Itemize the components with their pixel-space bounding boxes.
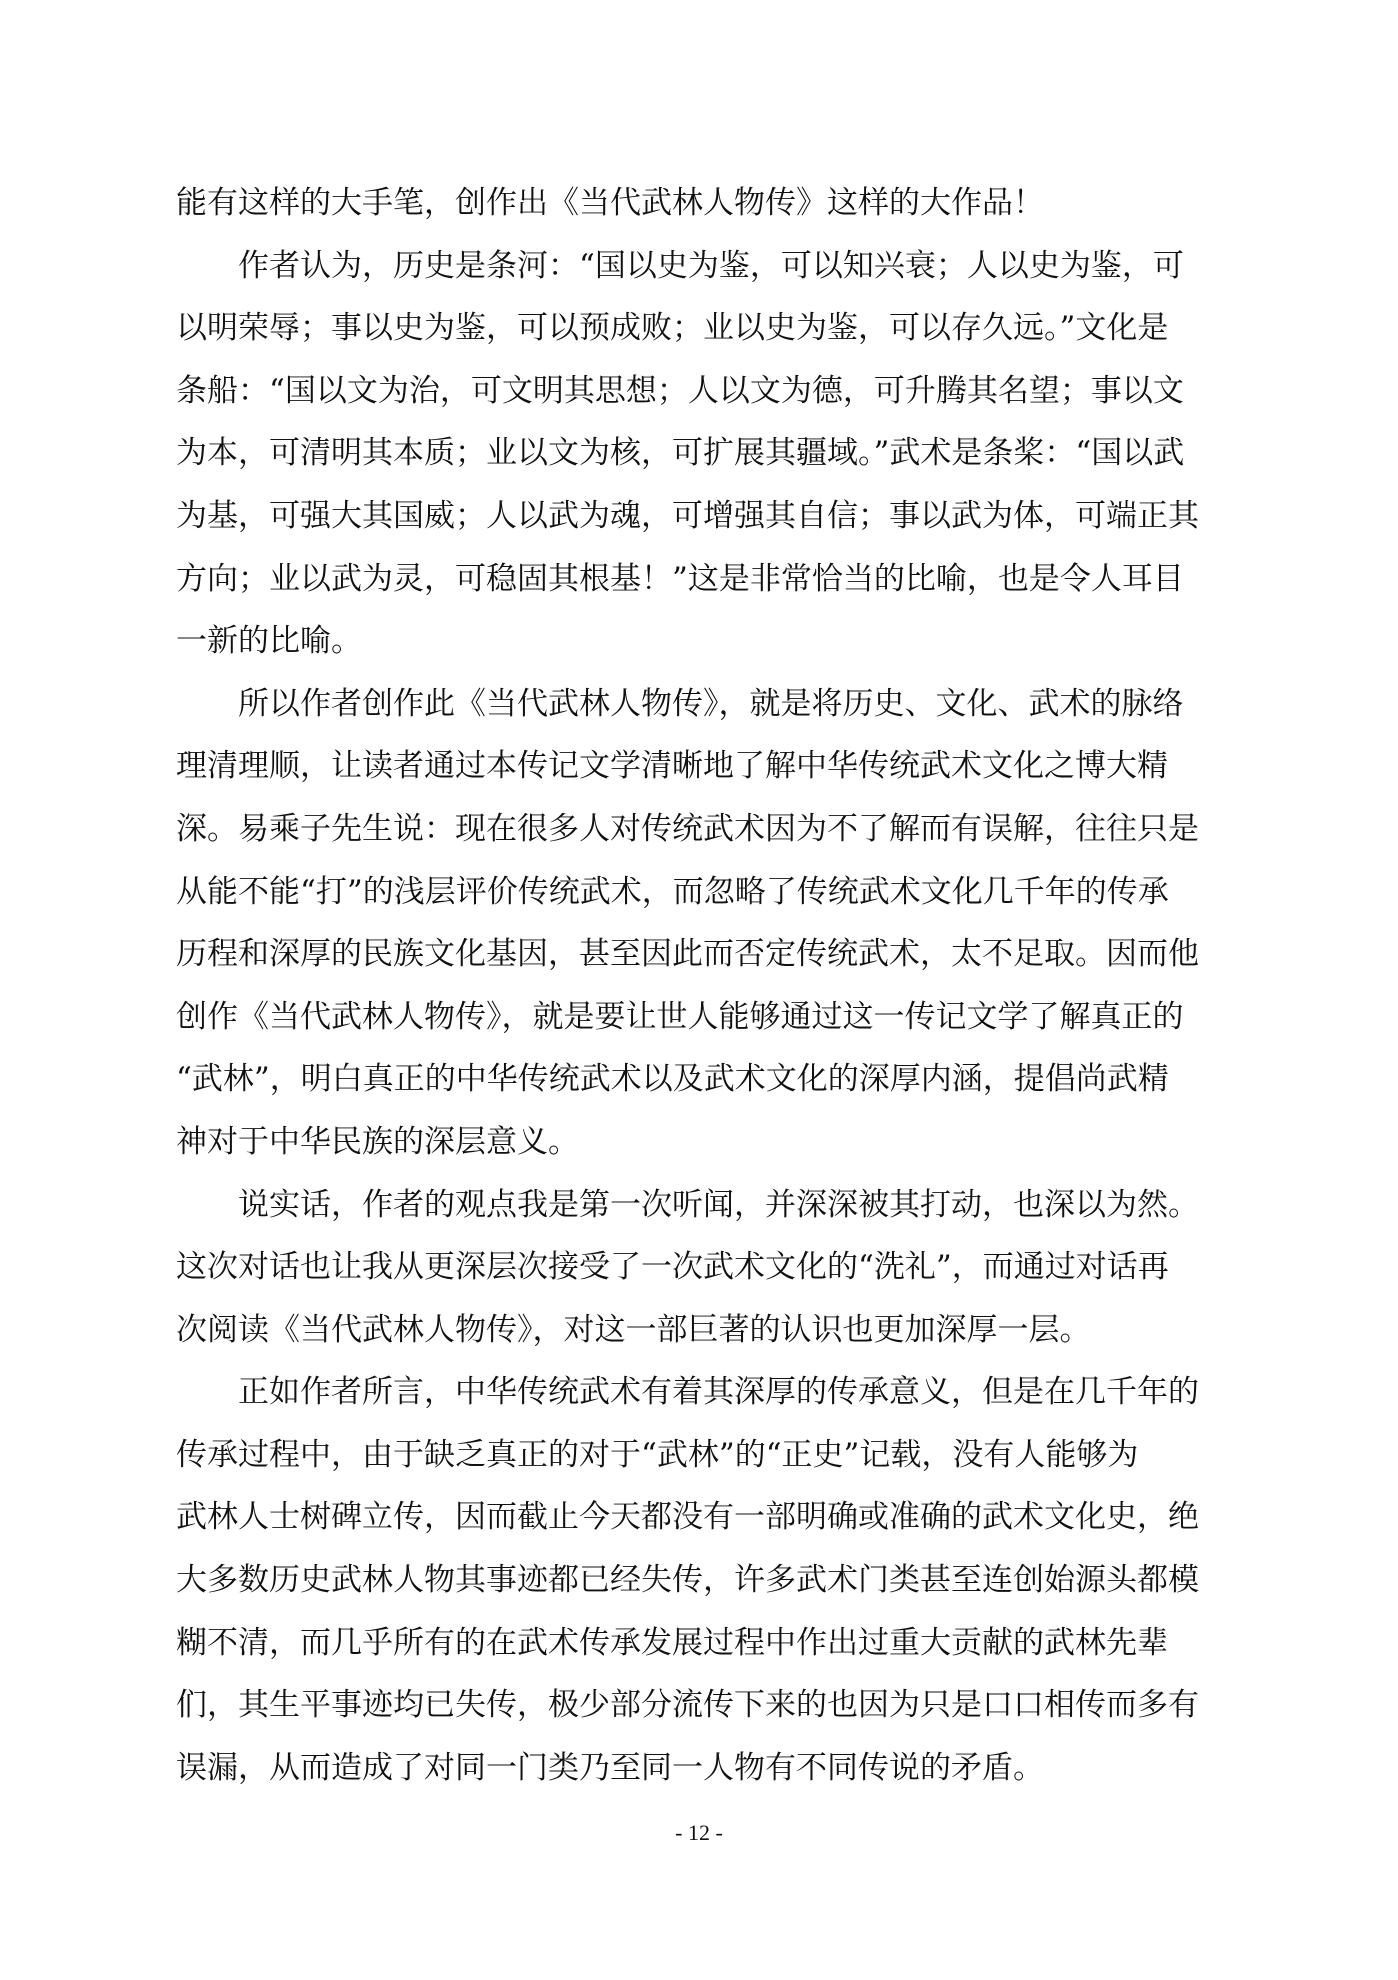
text-line: 方向；业以武为灵，可稳固其根基！”这是非常恰当的比喻，也是令人耳目 xyxy=(176,560,1184,597)
text-line: 次阅读《当代武林人物传》，对这一部巨著的认识也更加深厚一层。 xyxy=(176,1311,1091,1348)
text-line: 能有这样的大手笔，创作出《当代武林人物传》这样的大作品！ xyxy=(176,185,1044,221)
body-text xyxy=(176,172,1226,1799)
text-line: 以明荣辱；事以史为鉴，可以预成败；业以史为鉴，可以存久远。”文化是 xyxy=(176,310,1169,347)
text-line: 这次对话也让我从更深层次接受了一次武术文化的“洗礼”，而通过对话再 xyxy=(176,1249,1169,1286)
text-line: 创作《当代武林人物传》，就是要让世人能够通过这一传记文学了解真正的 xyxy=(176,998,1184,1035)
paragraph-first-line: 说实话，作者的观点我是第一次听闻，并深深被其打动，也深以为然。 xyxy=(238,1186,1199,1223)
text-line: 们，其生平事迹均已失传，极少部分流传下来的也因为只是口口相传而多有 xyxy=(176,1687,1199,1724)
text-line: 历程和深厚的民族文化基因，甚至因此而否定传统武术，太不足取。因而他 xyxy=(176,936,1199,973)
page-number: - 12 - xyxy=(675,1820,723,1845)
text-line: 神对于中华民族的深层意义。 xyxy=(176,1123,579,1160)
text-line: 误漏，从而造成了对同一门类乃至同一人物有不同传说的矛盾。 xyxy=(176,1749,1044,1786)
text-line: 深。易乘子先生说：现在很多人对传统武术因为不了解而有误解，往往只是 xyxy=(176,810,1199,847)
text-line: 大多数历史武林人物其事迹都已经失传，许多武术门类甚至连创始源头都模 xyxy=(176,1562,1199,1599)
text-line: 从能不能“打”的浅层评价传统武术，而忽略了传统武术文化几千年的传承 xyxy=(176,873,1169,910)
paragraph-first-line: 作者认为，历史是条河：“国以史为鉴，可以知兴衰；人以史为鉴，可 xyxy=(238,247,1184,284)
text-line: 为本，可清明其本质；业以文为核，可扩展其疆域。”武术是条桨：“国以武 xyxy=(176,435,1185,472)
text-line: 条船：“国以文为治，可文明其思想；人以文为德，可升腾其名望；事以文 xyxy=(176,372,1184,409)
text-line: 传承过程中，由于缺乏真正的对于“武林”的“正史”记载，没有人能够为 xyxy=(176,1436,1139,1473)
paragraph-first-line: 正如作者所言，中华传统武术有着其深厚的传承意义，但是在几千年的 xyxy=(238,1374,1199,1411)
text-line: 理清理顺，让读者通过本传记文学清晰地了解中华传统武术文化之博大精 xyxy=(176,748,1168,785)
text-line: 糊不清，而几乎所有的在武术传承发展过程中作出过重大贡献的武林先辈 xyxy=(176,1624,1168,1661)
text-line: 一新的比喻。 xyxy=(176,623,362,660)
text-line: 为基，可强大其国威；人以武为魂，可增强其自信；事以武为体，可端正其 xyxy=(176,497,1199,534)
paragraph-first-line: 所以作者创作此《当代武林人物传》，就是将历史、文化、武术的脉络 xyxy=(238,685,1184,722)
text-line: 武林人士树碑立传，因而截止今天都没有一部明确或准确的武术文化史，绝 xyxy=(176,1499,1199,1536)
text-line: “武林”，明白真正的中华传统武术以及武术文化的深厚内涵，提倡尚武精 xyxy=(176,1061,1169,1098)
